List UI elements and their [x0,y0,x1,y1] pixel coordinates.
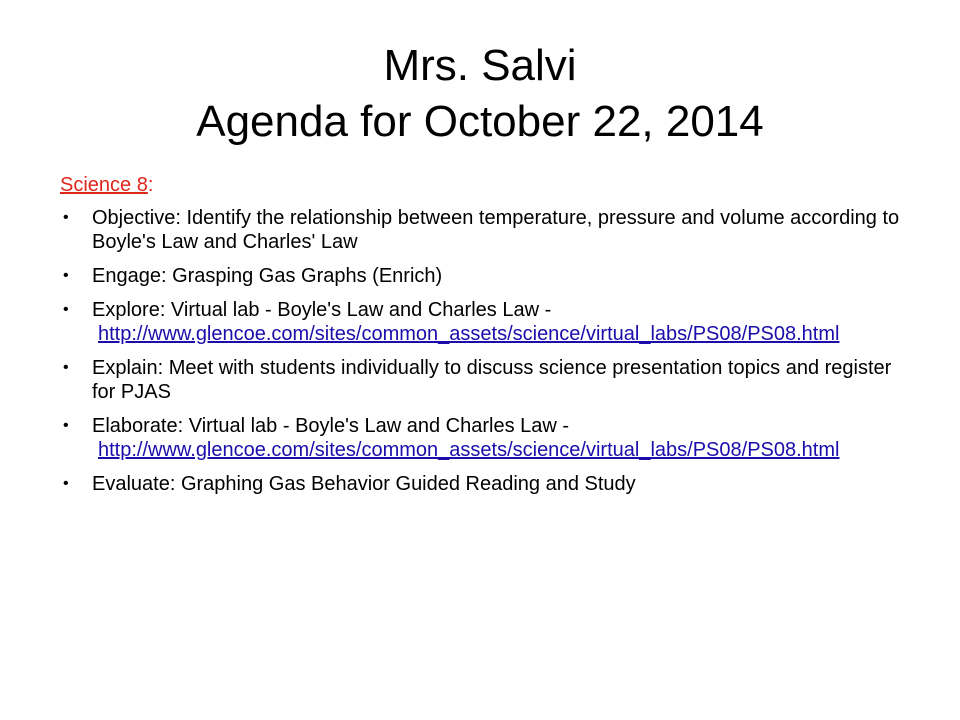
agenda-item-objective [60,206,900,254]
bullet-dot-icon: • [63,417,69,434]
agenda-list [60,206,900,496]
bullet-dot-icon: • [63,475,69,492]
bullet-dot-icon: • [63,301,69,318]
section-header [60,172,900,198]
bullet-dot-icon: • [63,267,69,284]
agenda-item-text: Elaborate: Virtual lab - Boyle's Law and Charles Law - [92,415,570,437]
section-colon: : [147,174,154,196]
slide-title [40,38,920,150]
title-line-agenda-date: Agenda for October 22, 2014 [196,97,764,146]
agenda-item-text: Objective: Identify the relationship between temperature, pressure and volume according to Boyle's Law and Charles' Law [92,207,900,253]
virtual-lab-link[interactable]: http://www.glencoe.com/sites/common_assets/science/virtual_labs/PS08/PS08.html [98,439,840,461]
agenda-item-explore [60,298,900,346]
title-line-teacher: Mrs. Salvi [383,41,577,90]
agenda-item-evaluate [60,472,900,496]
agenda-item-elaborate [60,414,900,462]
bullet-dot-icon: • [63,209,69,226]
slide-body [60,172,900,506]
agenda-item-text: Engage: Grasping Gas Graphs (Enrich) [92,265,443,287]
agenda-item-text: Explore: Virtual lab - Boyle's Law and Charles Law - [92,299,552,321]
virtual-lab-link[interactable]: http://www.glencoe.com/sites/common_assets/science/virtual_labs/PS08/PS08.html [98,323,840,345]
bullet-dot-icon: • [63,359,69,376]
agenda-item-text: Evaluate: Graphing Gas Behavior Guided Reading and Study [92,473,636,495]
agenda-item-explain [60,356,900,404]
agenda-item-engage [60,264,900,288]
agenda-item-text: Explain: Meet with students individually to discuss science presentation topics and register for PJAS [92,357,892,403]
section-name-link[interactable]: Science 8 [60,174,148,196]
